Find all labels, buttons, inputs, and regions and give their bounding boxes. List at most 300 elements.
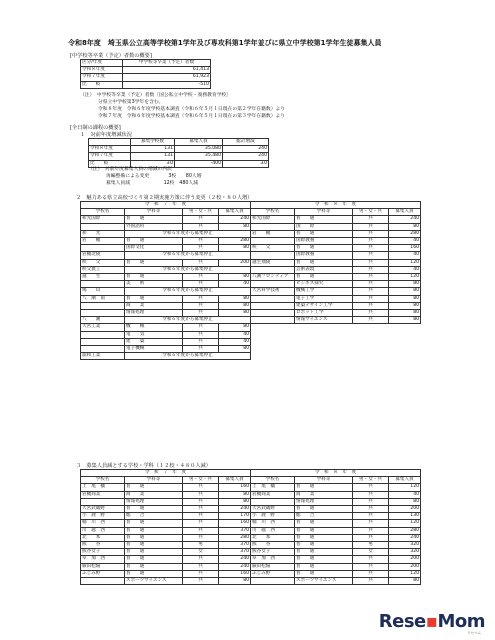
table-row (81, 310, 251, 317)
gender: 共 (353, 520, 389, 527)
capacity: 80 (219, 302, 251, 309)
gender: 共 (353, 556, 389, 563)
school-name: 八 潮 (81, 317, 125, 324)
school-name: 八潮フロンティア (251, 274, 295, 281)
course-name: 普 通 (295, 520, 353, 527)
table-cell: 240 (223, 146, 269, 153)
table-row (251, 216, 421, 223)
gender: 共 (353, 295, 389, 302)
capacity: 280 (219, 534, 251, 541)
gender: 共 (353, 302, 389, 309)
gender: 共 (353, 513, 389, 520)
zen-table (88, 138, 269, 168)
capacity: 40 (389, 238, 421, 245)
capacity: 80 (389, 281, 421, 288)
table-row (251, 542, 421, 549)
course-name: 普 通 (125, 556, 183, 563)
table-header-cell: 募集人員 (219, 209, 251, 216)
capacity: 370 (219, 549, 251, 556)
course-name: 普 通 (125, 527, 183, 534)
capacity: 320 (389, 542, 421, 549)
table-row (81, 288, 251, 295)
table-cell-value: 61,923 (123, 74, 211, 81)
capacity: 160 (389, 245, 421, 252)
school-name: 熊谷女子 (81, 549, 125, 556)
course-name: 普 通 (125, 506, 183, 513)
table-cell: -400 (175, 160, 223, 167)
s2-left-table (80, 201, 251, 360)
school-name (251, 310, 295, 317)
table-row (251, 317, 421, 324)
course-name: 普 通 (125, 520, 183, 527)
school-name: 川 越 西 (81, 527, 125, 534)
school-name (251, 252, 295, 259)
table-header-cell: 学校名 (81, 209, 125, 216)
table-row (251, 513, 421, 520)
school-name (81, 281, 125, 288)
capacity: 80 (219, 498, 251, 505)
gender: 共 (183, 578, 219, 585)
school-name (251, 223, 295, 230)
s2-left-header (81, 209, 251, 216)
table-cell: 令和８年度 (89, 146, 131, 153)
table-header-cell: 募集学校数 (131, 139, 175, 146)
course-name: 普 通 (125, 534, 183, 541)
table-row (251, 506, 421, 513)
course-name: 国際教養 (295, 238, 353, 245)
course-name: 国際文化 (125, 245, 183, 252)
capacity: 200 (389, 556, 421, 563)
table-row (81, 563, 251, 570)
school-name (81, 223, 125, 230)
gender: 共 (353, 506, 389, 513)
gender: 男 (353, 542, 389, 549)
capacity: 120 (389, 484, 421, 491)
zen-heading: [全日制の課程の概要] (70, 125, 121, 131)
table-row (251, 556, 421, 563)
s3-year-a: 令 和 ７ 年 度 (81, 470, 251, 477)
course-name: 普 通 (125, 259, 183, 266)
table-header-cell: 学科等 (125, 209, 183, 216)
course-name: 普 通 (125, 238, 183, 245)
capacity: 120 (389, 274, 421, 281)
school-name: 鳩 山 (81, 288, 125, 295)
table-row (251, 245, 421, 252)
table-row (251, 266, 421, 273)
table-row (81, 331, 251, 338)
course-name: 外国語科 (125, 223, 183, 230)
table-row (81, 266, 251, 273)
school-name: 北 本 (251, 534, 295, 541)
table-cell: 131 (131, 153, 175, 160)
s3-left-table (80, 469, 251, 585)
capacity: 240 (219, 563, 251, 570)
table-header-cell: 募集人員 (389, 209, 421, 216)
gender: 共 (183, 570, 219, 577)
capacity: 120 (389, 520, 421, 527)
course-name: 商 業 (125, 302, 183, 309)
course-name: スポーツサイエンス (125, 578, 183, 585)
table-row (81, 317, 251, 324)
school-name: 秩父農工 (81, 266, 125, 273)
s3-heading: ３ 募集人員減とする学校・学科（１２校・４８０人減） (76, 463, 211, 469)
s2-right-table (250, 201, 421, 324)
table-row (251, 274, 421, 281)
school-name: 浦和工業 (81, 353, 125, 360)
table-row (81, 570, 251, 577)
school-name: 上 尾 橘 (81, 484, 125, 491)
school-name: 岩 槻 (81, 238, 125, 245)
school-name (251, 295, 295, 302)
gender: 共 (183, 506, 219, 513)
gender: 共 (183, 331, 219, 338)
capacity: 80 (389, 223, 421, 230)
table-header-cell: 学校名 (251, 477, 295, 484)
course-name: 普 通 (125, 549, 183, 556)
gender: 共 (353, 534, 389, 541)
course-name: 機械工学 (295, 288, 353, 295)
capacity: 80 (389, 310, 421, 317)
course-name: 情報処理 (125, 498, 183, 505)
school-name (81, 498, 125, 505)
table-row (81, 353, 251, 360)
table-cell: 35,480 (175, 153, 223, 160)
capacity: 80 (219, 295, 251, 302)
school-name: 秩 父 (251, 245, 295, 252)
course-name: 普 通 (125, 216, 183, 223)
table-row (251, 491, 421, 498)
school-name (251, 317, 295, 324)
table-cell: 比 較 (89, 160, 131, 167)
gender: 共 (183, 513, 219, 520)
school-name (81, 302, 125, 309)
table-row (81, 259, 251, 266)
table-row (81, 216, 251, 223)
table-header-cell (89, 139, 131, 146)
table-row (251, 230, 421, 237)
table-row (81, 549, 251, 556)
gender: 共 (183, 346, 219, 353)
table-row (81, 556, 251, 563)
capacity: 280 (389, 230, 421, 237)
table-header-cell: 学科等 (295, 477, 353, 484)
stop-note: 令和６年度から募集停止 (125, 288, 251, 295)
table-row (81, 506, 251, 513)
course-name: 普 通 (295, 542, 353, 549)
school-name: ふじみ野 (81, 570, 125, 577)
gender: 共 (183, 484, 219, 491)
s3-right-header (251, 477, 421, 484)
zen-notes: （注） 対前年度募集人員の増減の内訳 再編整備による変更 3校 80人増 募集人員減 12校 480人減 (88, 167, 202, 186)
capacity: 80 (389, 498, 421, 505)
gender: 共 (353, 498, 389, 505)
course-name: 電子工学 (295, 295, 353, 302)
course-name: 普 通 (295, 245, 353, 252)
capacity: 120 (389, 259, 421, 266)
capacity: 40 (389, 252, 421, 259)
table-header-cell: 男・女・共 (353, 477, 389, 484)
gender: 共 (183, 259, 219, 266)
table-row (81, 324, 251, 331)
course-name: 普 通 (125, 274, 183, 281)
school-name: 川 越 西 (251, 527, 295, 534)
table-row (251, 498, 421, 505)
table-row (81, 484, 251, 491)
capacity: 240 (219, 556, 251, 563)
jh-table (80, 59, 211, 89)
table-row (81, 252, 251, 259)
course-name: 美 術 (125, 281, 183, 288)
course-name: 普 通 (295, 216, 353, 223)
gender: 共 (353, 252, 389, 259)
school-name: 大宮武蔵野 (251, 506, 295, 513)
s3-right-table (250, 469, 421, 585)
table-header-cell: 学校名 (251, 209, 295, 216)
stop-note: 令和６年度から募集停止 (125, 230, 251, 237)
gender: 共 (353, 563, 389, 570)
table-row (251, 527, 421, 534)
gender: 女 (353, 549, 389, 556)
capacity: 240 (389, 534, 421, 541)
course-name: 商 業 (295, 491, 353, 498)
capacity: 40 (389, 266, 421, 273)
school-name: 大宮武蔵野 (81, 506, 125, 513)
course-name: 情報サイエンス (295, 317, 353, 324)
jh-header-col: 中学校等卒業（予定）者数 (123, 60, 211, 67)
table-row (251, 534, 421, 541)
capacity: 160 (219, 570, 251, 577)
table-cell: 240 (223, 153, 269, 160)
gender: 男 (183, 542, 219, 549)
jh-notes: （注） 中学校等卒業（予定）者数［国公私立中学校・義務教育学校］ 分県立中学校第3学年を含む。 令和８年度 令和６年度学校基本調査（令和６年５月１日現在の第２学年在籍数）より 令和７年度 令和６年度学校基本調査（令和６年５月１日現在の第３学年在籍数）より (80, 93, 286, 119)
school-name: 小 鹿 野 (81, 513, 125, 520)
gender: 共 (183, 281, 219, 288)
gender: 共 (183, 491, 219, 498)
course-name: 普 通 (295, 484, 353, 491)
course-name: ロボット工学 (295, 310, 353, 317)
resemom-logo-sub: リセマム (467, 631, 481, 635)
table-cell: ±0 (223, 160, 269, 167)
capacity: 240 (219, 506, 251, 513)
gender: 共 (353, 578, 389, 585)
table-header-cell: 募集人員 (175, 139, 223, 146)
s3-year-b: 令 和 ８ 年 度 (251, 470, 421, 477)
jh-header-kubun: 区分/年度 (81, 60, 123, 67)
stop-note: 令和６年度から募集停止 (125, 252, 251, 259)
stop-note: 令和６年度から募集停止 (125, 353, 251, 360)
school-name: 岩槻商業 (81, 491, 125, 498)
capacity: 40 (389, 491, 421, 498)
table-row (251, 295, 421, 302)
table-header-cell: 学科等 (295, 209, 353, 216)
school-name: 熊谷女子 (251, 549, 295, 556)
table-cell: 131 (131, 146, 175, 153)
table-row (251, 563, 421, 570)
course-name: 普 通 (295, 259, 353, 266)
table-cell-label: 比 較 (81, 81, 123, 88)
table-row (251, 288, 421, 295)
table-row (251, 310, 421, 317)
course-name: 普 通 (125, 295, 183, 302)
course-name: 普 通 (295, 549, 353, 556)
capacity: 80 (389, 578, 421, 585)
school-name (81, 331, 125, 338)
table-row (81, 578, 251, 585)
stop-note: 令和６年度から募集停止 (125, 317, 251, 324)
school-name: 蕨田松陽 (81, 563, 125, 570)
gender: 共 (183, 527, 219, 534)
capacity: 240 (219, 216, 251, 223)
school-name: 大宮科学技術 (251, 288, 295, 295)
gender: 女 (183, 549, 219, 556)
table-row (251, 259, 421, 266)
school-name: 北 本 (81, 534, 125, 541)
capacity: 280 (219, 238, 251, 245)
gender: 共 (353, 259, 389, 266)
gender: 共 (353, 317, 389, 324)
capacity: 170 (219, 513, 251, 520)
table-row (251, 570, 421, 577)
table-row (81, 230, 251, 237)
table-header-cell: 学校名 (81, 477, 125, 484)
course-name: 普 通 (125, 484, 183, 491)
stop-note: 令和６年度から募集停止 (125, 266, 251, 273)
table-row (81, 302, 251, 309)
table-header-cell: 募集人員 (389, 477, 421, 484)
table-row (81, 534, 251, 541)
gender: 共 (353, 288, 389, 295)
document-title: 令和8年度 埼玉県公立高等学校第1学年及び専攻科第1学年並びに県立中学校第1学年生徒募集人員 (68, 39, 382, 47)
table-cell: 令和７年度 (89, 153, 131, 160)
school-name: 和光国際 (81, 216, 125, 223)
course-name: 普 通 (125, 570, 183, 577)
school-name (81, 346, 125, 353)
gender: 共 (353, 570, 389, 577)
school-name: 上 尾 橘 (251, 484, 295, 491)
gender: 共 (353, 274, 389, 281)
course-name: 情報処理 (125, 310, 183, 317)
course-name: 国 際 (295, 223, 353, 230)
course-name: 普 通 (295, 230, 353, 237)
course-name: スポーツサイエンス (295, 578, 353, 585)
table-cell-label: 令和８年度 (81, 67, 123, 74)
school-name: 岩槻北陵 (81, 252, 125, 259)
capacity: 160 (219, 520, 251, 527)
course-name: 普 通 (295, 570, 353, 577)
table-row (81, 238, 251, 245)
capacity: 370 (219, 542, 251, 549)
capacity: 80 (219, 346, 251, 353)
gender: 共 (183, 274, 219, 281)
course-name: 機 械 (125, 324, 183, 331)
capacity: 320 (389, 549, 421, 556)
school-name (251, 281, 295, 288)
school-name: 大宮工業 (81, 324, 125, 331)
school-name: 草 加 西 (251, 556, 295, 563)
capacity: 80 (219, 310, 251, 317)
gender: 共 (183, 563, 219, 570)
course-name: 電 気 (125, 331, 183, 338)
gender: 共 (183, 216, 219, 223)
gender: 共 (353, 238, 389, 245)
school-name (251, 266, 295, 273)
table-cell: 35,080 (175, 146, 223, 153)
table-row (89, 146, 269, 153)
s2-right-header (251, 209, 421, 216)
gender: 共 (353, 484, 389, 491)
course-name: 普 通 (295, 556, 353, 563)
capacity: 80 (389, 295, 421, 302)
capacity: 130 (389, 513, 421, 520)
capacity: 120 (389, 570, 421, 577)
course-name: 情報処理 (295, 498, 353, 505)
course-name: 普 通 (295, 274, 353, 281)
school-name: 和 光 (81, 230, 125, 237)
table-header-cell: 募集人員 (219, 477, 251, 484)
capacity: 80 (389, 317, 421, 324)
gender: 共 (183, 324, 219, 331)
school-name: 小 鹿 野 (251, 513, 295, 520)
course-name: 普 通 (125, 563, 183, 570)
capacity: 370 (219, 527, 251, 534)
table-row (81, 281, 251, 288)
table-row (89, 153, 269, 160)
school-name: 秩 父 (81, 259, 125, 266)
school-name (251, 498, 295, 505)
table-row (81, 491, 251, 498)
capacity: 80 (219, 324, 251, 331)
gender: 共 (353, 230, 389, 237)
capacity: 40 (219, 281, 251, 288)
capacity: 80 (219, 245, 251, 252)
table-row (251, 520, 421, 527)
gender: 共 (353, 245, 389, 252)
table-cell-value: 61,413 (123, 67, 211, 74)
school-name (81, 310, 125, 317)
table-row (81, 527, 251, 534)
gender: 共 (353, 216, 389, 223)
table-row (81, 542, 251, 549)
school-name: 岩槻商業 (251, 491, 295, 498)
course-name: ビジネス探究 (295, 281, 353, 288)
table-row (81, 513, 251, 520)
school-name: 草 加 西 (81, 556, 125, 563)
table-header-cell: 男・女・共 (183, 477, 219, 484)
school-name: 熊 谷 (251, 542, 295, 549)
school-name: 和光国際 (251, 216, 295, 223)
course-name: 国際教養 (295, 252, 353, 259)
school-name (81, 338, 125, 345)
school-name (251, 578, 295, 585)
course-name: 総 合 (295, 513, 353, 520)
s2-year-b: 令 和 ８ 年 度 (251, 202, 421, 209)
school-name (81, 245, 125, 252)
capacity: 80 (219, 491, 251, 498)
table-row (81, 81, 211, 88)
school-name: 岩 槻 (251, 230, 295, 237)
table-header-cell: 男・女・共 (353, 209, 389, 216)
gender: 共 (183, 295, 219, 302)
course-name: 電子機械 (125, 346, 183, 353)
course-name: 芸術表現 (295, 266, 353, 273)
gender: 共 (183, 498, 219, 505)
table-cell-value: -510 (123, 81, 211, 88)
table-row (81, 346, 251, 353)
gender: 共 (353, 527, 389, 534)
table-row (81, 338, 251, 345)
gender: 共 (183, 245, 219, 252)
gender: 共 (183, 238, 219, 245)
